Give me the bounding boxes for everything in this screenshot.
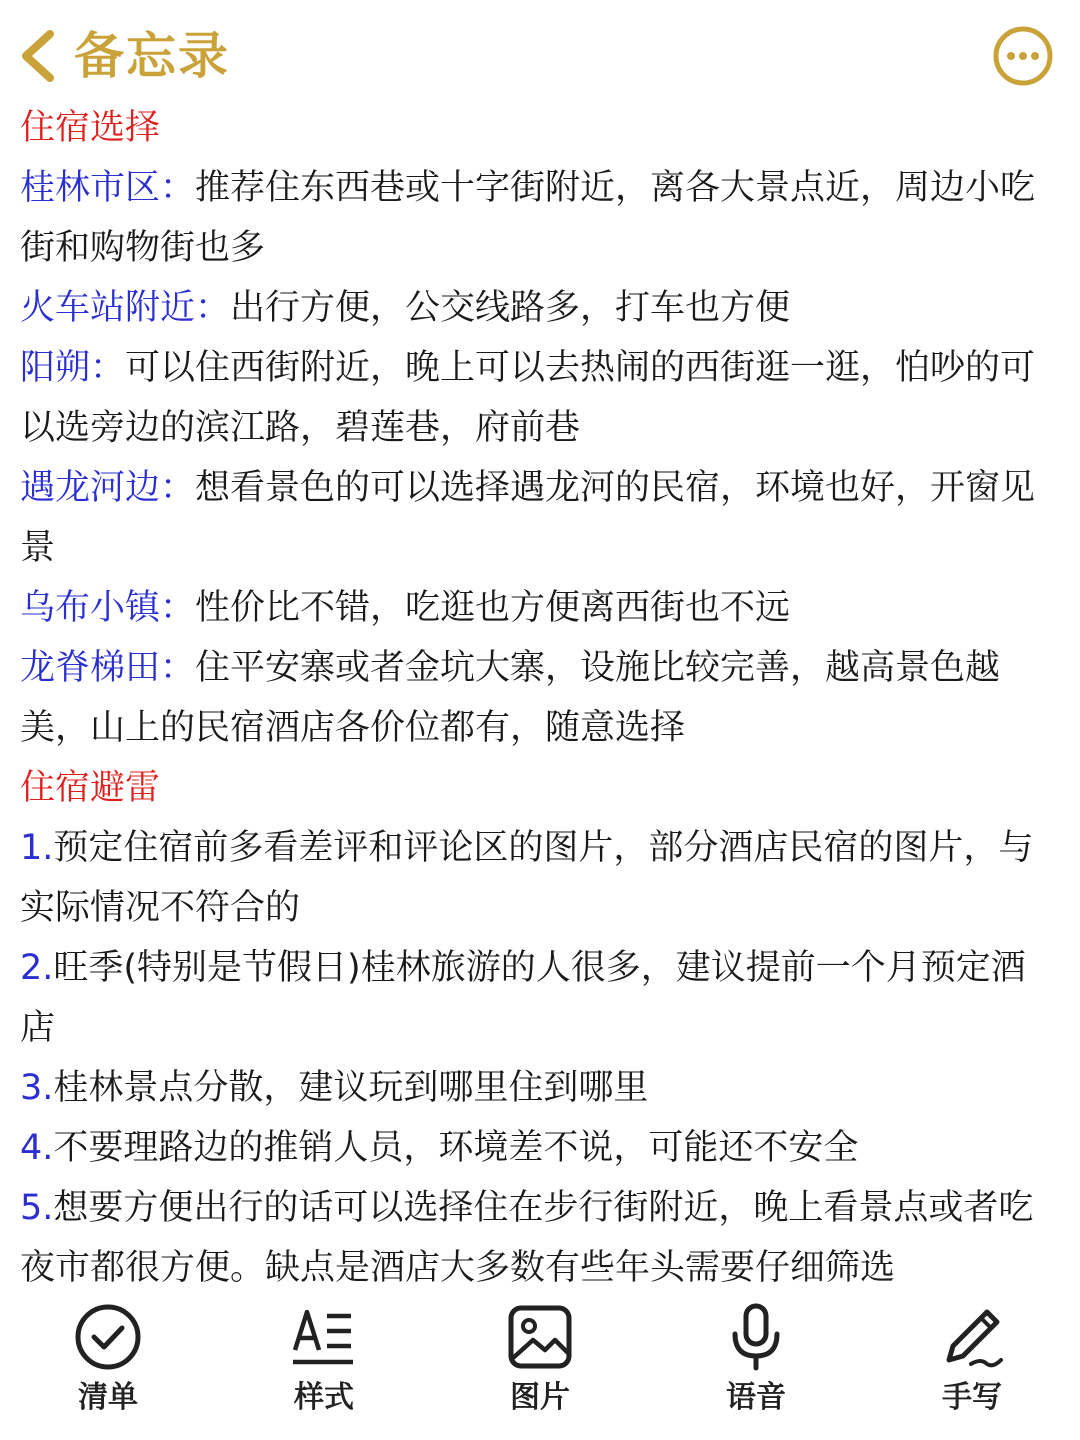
lodging-item-text: 出行方便，公交线路多，打车也方便	[230, 288, 791, 328]
tip-text: 预定住宿前多看差评和评论区的图片，部分酒店民宿的图片，与实际情况不符合的	[20, 828, 1034, 928]
text-style-icon	[289, 1302, 359, 1372]
tip-item	[20, 1058, 1060, 1118]
tip-item	[20, 1118, 1060, 1178]
lodging-item-text: 推荐住东西巷或十字街附近，离各大景点近，周边小吃街和购物街也多	[20, 168, 1036, 268]
pen-handwriting-icon	[937, 1302, 1007, 1372]
lodging-item-text: 性价比不错，吃逛也方便离西街也不远	[195, 588, 791, 628]
lodging-item-text: 可以住西街附近，晚上可以去热闹的西街逛一逛，怕吵的可以选旁边的滨江路，碧莲巷，府前巷	[20, 348, 1036, 448]
image-label: 图片	[510, 1380, 570, 1415]
lodging-item	[20, 278, 1060, 338]
lodging-item	[20, 458, 1060, 578]
tip-item	[20, 938, 1060, 1058]
lodging-item-label: 乌布小镇：	[20, 588, 196, 628]
image-button[interactable]	[470, 1290, 610, 1440]
style-label: 样式	[294, 1380, 354, 1415]
tip-number: 2.	[20, 948, 54, 988]
checklist-circle-check-icon	[73, 1302, 143, 1372]
tip-number: 5.	[20, 1188, 54, 1228]
section-heading-lodging-choice: 住宿选择	[20, 108, 161, 148]
lodging-item-label: 遇龙河边：	[20, 468, 196, 508]
handwriting-button[interactable]	[902, 1290, 1042, 1440]
lodging-item	[20, 638, 1060, 758]
chevron-left-icon	[14, 28, 60, 84]
voice-label: 语音	[726, 1380, 786, 1415]
handwriting-label: 手写	[942, 1380, 1002, 1415]
tip-number: 3.	[20, 1068, 54, 1108]
more-options-button[interactable]	[992, 25, 1054, 87]
tip-number: 1.	[20, 828, 54, 868]
lodging-item	[20, 158, 1060, 278]
lodging-item-text: 住平安寨或者金坑大寨，设施比较完善，越高景色越美，山上的民宿酒店各价位都有，随意选择	[20, 648, 1001, 748]
bottom-toolbar	[0, 1290, 1080, 1440]
more-horizontal-circle-icon	[992, 25, 1054, 87]
tip-text: 想要方便出行的话可以选择住在步行街附近，晚上看景点或者吃夜市都很方便。缺点是酒店大多数有些年头需要仔细筛选	[20, 1188, 1034, 1288]
tip-number: 4.	[20, 1128, 54, 1168]
page-title: 备忘录	[74, 27, 230, 85]
back-button[interactable]	[14, 28, 60, 84]
tip-item	[20, 1178, 1060, 1298]
tip-text: 旺季(特别是节假日)桂林旅游的人很多，建议提前一个月预定酒店	[20, 948, 1026, 1048]
tip-text: 桂林景点分散，建议玩到哪里住到哪里	[53, 1068, 649, 1108]
lodging-item-label: 阳朔：	[20, 348, 126, 388]
voice-button[interactable]	[686, 1290, 826, 1440]
checklist-button[interactable]	[38, 1290, 178, 1440]
checklist-label: 清单	[78, 1380, 138, 1415]
lodging-item-text: 想看景色的可以选择遇龙河的民宿，环境也好，开窗见景	[20, 468, 1036, 568]
lodging-item	[20, 578, 1060, 638]
app-header	[0, 0, 1080, 110]
section-heading-lodging-avoid: 住宿避雷	[20, 768, 161, 808]
style-button[interactable]	[254, 1290, 394, 1440]
image-icon	[505, 1302, 575, 1372]
tip-text: 不要理路边的推销人员，环境差不说，可能还不安全	[53, 1128, 859, 1168]
note-body[interactable]	[20, 98, 1060, 1298]
lodging-item-label: 桂林市区：	[20, 168, 196, 208]
microphone-icon	[721, 1302, 791, 1372]
tip-item	[20, 818, 1060, 938]
lodging-item	[20, 338, 1060, 458]
lodging-item-label: 龙脊梯田：	[20, 648, 196, 688]
lodging-item-label: 火车站附近：	[20, 288, 231, 328]
